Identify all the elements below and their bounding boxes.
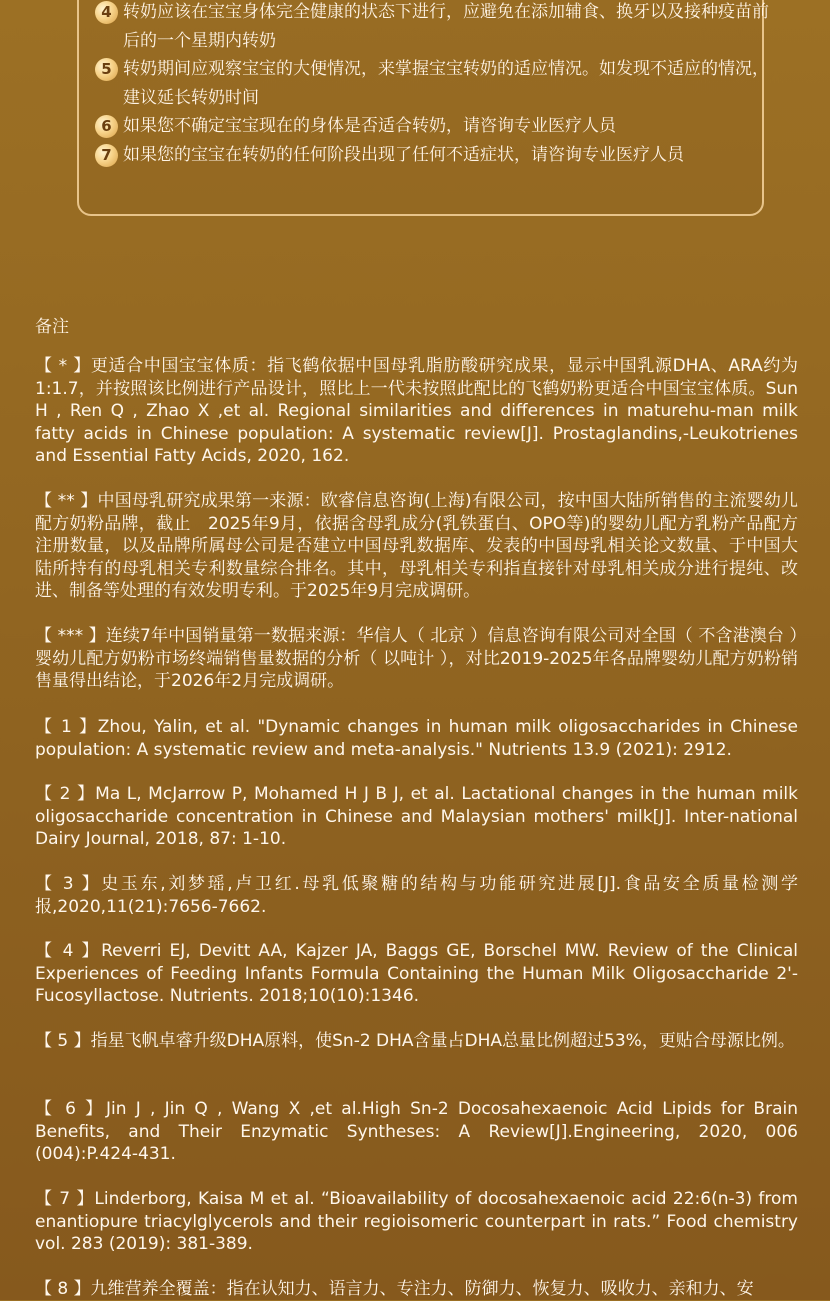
number-badge-icon: 6 <box>95 115 118 138</box>
reference-5: 【 5 】指星飞帆卓睿升级DHA原料，使Sn-2 DHA含量占DHA总量比例超过53%，更贴合母源比例。 <box>35 1031 795 1051</box>
reference-6: 【 6 】Jin J , Jin Q , Wang X ,et al.High Sn-2 Docosahexaenoic Acid Lipids for Brain Benefits, and Their Enzymatic Syntheses: A Review[J].Engineering, 2020, 006 (004):P.424-431. <box>35 1099 798 1164</box>
reference-8: 【 8 】九维营养全覆盖：指在认知力、语言力、专注力、防御力、恢复力、吸收力、亲和力、安 <box>35 1279 754 1299</box>
tip-text: 如果您不确定宝宝现在的身体是否适合转奶，请咨询专业医疗人员 <box>123 116 616 136</box>
tip-text: 转奶应该在宝宝身体完全健康的状态下进行，应避免在添加辅食、换牙以及接种疫苗前后的一个星期内转奶 <box>123 2 769 51</box>
number-badge-icon: 4 <box>95 1 118 24</box>
reference-1: 【 1 】Zhou, Yalin, et al. "Dynamic changes in human milk oligosaccharides in Chinese population: A systematic review and meta-analysis." Nutrients 13.9 (2021): 2912. <box>35 717 798 760</box>
number-badge-icon: 5 <box>95 58 118 81</box>
reference-4: 【 4 】Reverri EJ, Devitt AA, Kajzer JA, Baggs GE, Borschel MW. Review of the Clinical Experiences of Feeding Infants Formula Containing the Human Milk Oligosaccharide 2'-Fucosyllactose. Nutrients. 2018;10(10):1346. <box>35 941 798 1006</box>
tip-item <box>95 55 783 112</box>
number-badge-icon: 7 <box>95 144 118 167</box>
reference-7: 【 7 】Linderborg, Kaisa M et al. “Bioavailability of docosahexaenoic acid 22:6(n-3) from enantiopure triacylglycerols and their regioisomeric counterpart in rats.” Food chemistry vol. 283 (2019): 381-389. <box>35 1189 798 1254</box>
reference-3: 【 3 】史玉东,刘梦瑶,卢卫红.母乳低聚糖的结构与功能研究进展[J].食品安全质量检测学报,2020,11(21):7656-7662. <box>35 874 798 917</box>
note-star: 【 * 】更适合中国宝宝体质：指飞鹤依据中国母乳脂肪酸研究成果，显示中国乳源DHA、ARA约为1:1.7，并按照该比例进行产品设计，照比上一代未按照此配比的飞鹤奶粉更适合中国宝宝体质。Sun H , Ren Q , Zhao X ,et al. Regional similarities and differences in maturehu-man milk fatty acids in Chinese population: A systematic review[J]. Prostaglandins,-Leukotrienes and Essential Fatty Acids, 2020, 162. <box>35 356 798 466</box>
tip-item <box>95 112 783 141</box>
tip-item <box>95 0 783 55</box>
tip-text: 如果您的宝宝在转奶的任何阶段出现了任何不适症状，请咨询专业医疗人员 <box>123 145 684 165</box>
tip-item <box>95 141 783 170</box>
note-double-star: 【 ** 】中国母乳研究成果第一来源：欧睿信息咨询(上海)有限公司，按中国大陆所销售的主流婴幼儿配方奶粉品牌，截止 2025年9月，依据含母乳成分(乳铁蛋白、OPO等)的婴幼儿配方乳粉产品配方注册数量，以及品牌所属母公司是否建立中国母乳数据库、发表的中国母乳相关论文数量、于中国大陆所持有的母乳相关专利数量综合排名。其中，母乳相关专利指直接针对母乳相关成分进行提纯、改进、制备等处理的有效发明专利。于2025年9月完成调研。 <box>35 491 798 601</box>
tip-text: 转奶期间应观察宝宝的大便情况，来掌握宝宝转奶的适应情况。如发现不适应的情况，建议延长转奶时间 <box>123 59 769 108</box>
note-triple-star: 【 *** 】连续7年中国销量第一数据来源：华信人（ 北京 ）信息咨询有限公司对全国（ 不含港澳台 ）婴幼儿配方奶粉市场终端销售量数据的分析（ 以吨计 ），对比2019-2025年各品牌婴幼儿配方奶粉销售量得出结论，于2026年2月完成调研。 <box>35 626 798 691</box>
notes-title: 备注 <box>35 317 69 337</box>
reference-2: 【 2 】Ma L, McJarrow P, Mohamed H J B J, et al. Lactational changes in the human milk oligosaccharide concentration in Chinese and Malaysian mothers' milk[J]. Inter-national Dairy Journal, 2018, 87: 1-10. <box>35 784 798 849</box>
